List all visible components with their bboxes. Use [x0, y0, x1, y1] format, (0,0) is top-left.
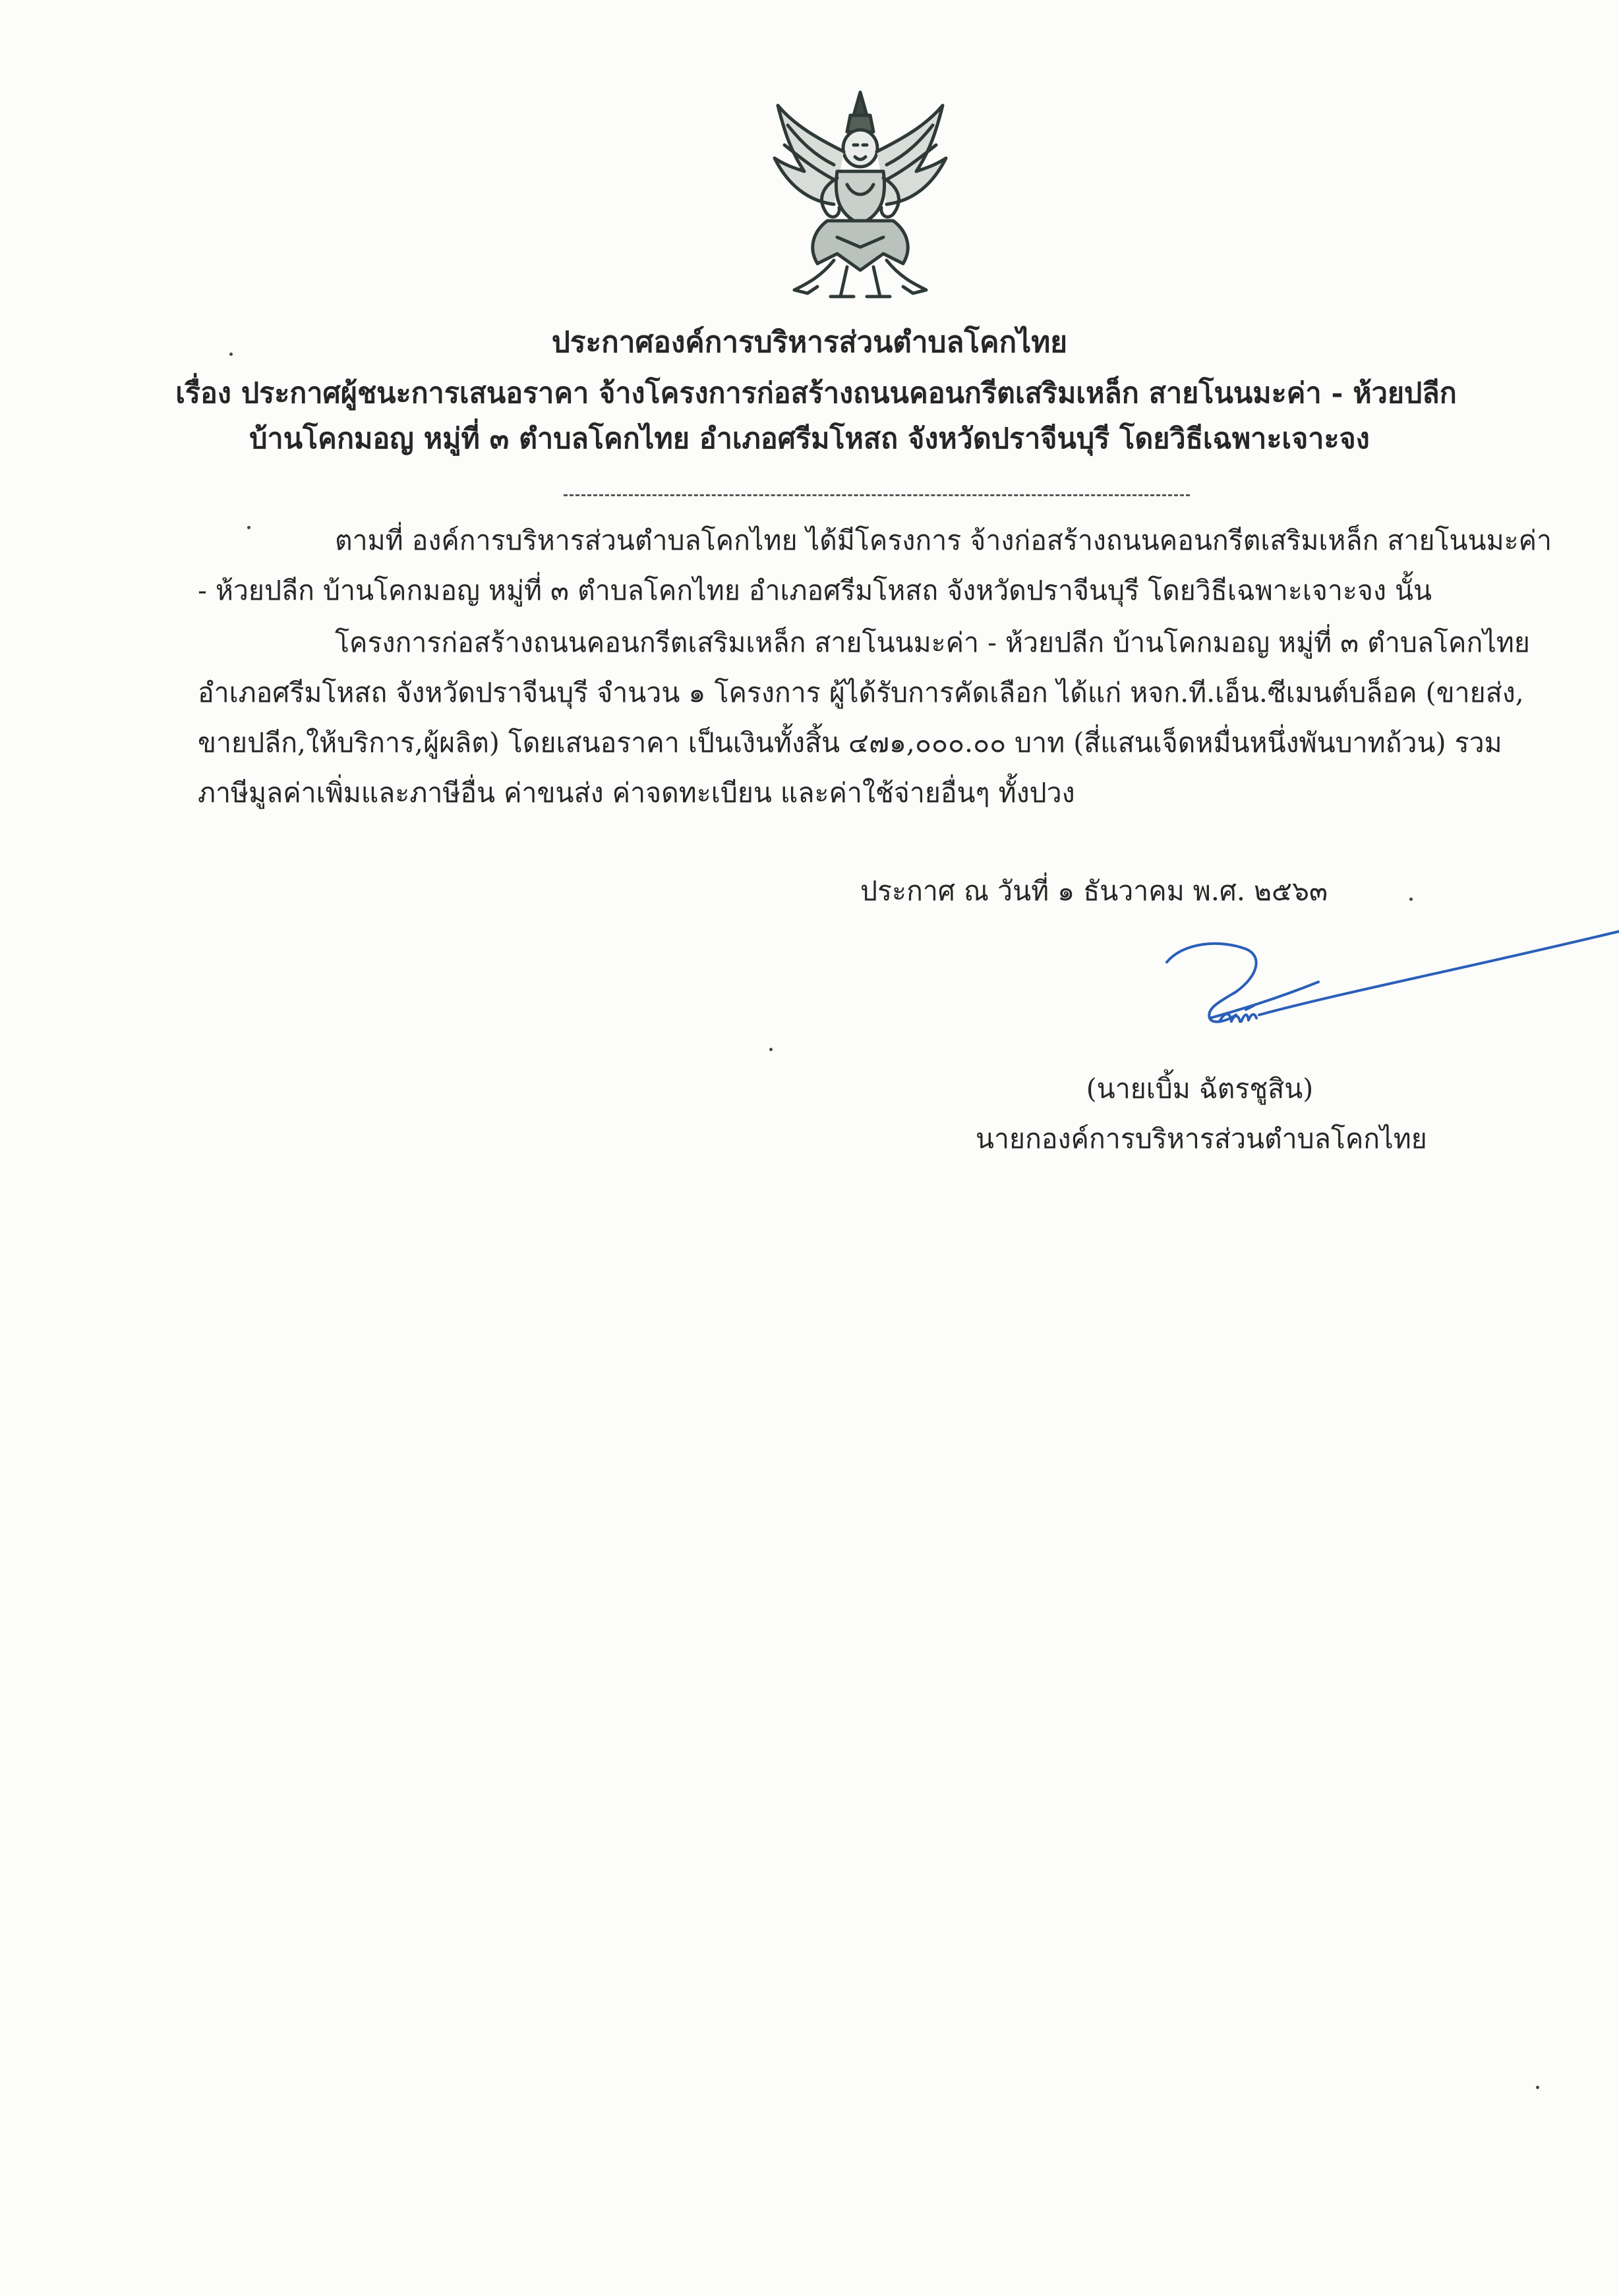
subject-line-1: เรื่อง ประกาศผู้ชนะการเสนอราคา จ้างโครงการก่อสร้างถนนคอนกรีตเสริมเหล็ก สายโนนมะค่า - ห้วยปลีก: [175, 377, 1457, 410]
paragraph-2-line-4: ภาษีมูลค่าเพิ่มและภาษีอื่น ค่าขนส่ง ค่าจดทะเบียน และค่าใช้จ่ายอื่นๆ ทั้งปวง: [198, 777, 1075, 809]
signer-name: (นายเบิ้ม ฉัตรชูสิน): [1086, 1073, 1314, 1105]
subject-line-2: บ้านโคกมอญ หมู่ที่ ๓ ตำบลโคกไทย อำเภอศรีมโหสถ จังหวัดปราจีนบุรี โดยวิธีเฉพาะเจาะจง: [249, 422, 1370, 455]
scan-speck: [769, 1048, 773, 1051]
announcement-date: ประกาศ ณ วันที่ ๑ ธันวาคม พ.ศ. ๒๕๖๓: [860, 875, 1328, 907]
scan-speck: [229, 353, 233, 356]
scan-speck: [1409, 898, 1413, 901]
handwritten-signature: [1147, 923, 1619, 1041]
signer-position: นายกองค์การบริหารส่วนตำบลโคกไทย: [976, 1123, 1427, 1155]
paragraph-2-line-2: อำเภอศรีมโหสถ จังหวัดปราจีนบุรี จำนวน ๑ โครงการ ผู้ได้รับการคัดเลือก ได้แก่ หจก.ที.เอ็น.ซีเมนต์บล็อค (ขายส่ง,: [198, 677, 1524, 708]
paragraph-2-line-1: โครงการก่อสร้างถนนคอนกรีตเสริมเหล็ก สายโนนมะค่า - ห้วยปลีก บ้านโคกมอญ หมู่ที่ ๓ ตำบลโคกไทย: [335, 627, 1530, 658]
scan-speck: [247, 526, 250, 529]
garuda-emblem-icon: [755, 79, 966, 316]
announcement-title: ประกาศองค์การบริหารส่วนตำบลโคกไทย: [551, 326, 1068, 359]
separator-line: [564, 494, 1190, 496]
paragraph-1-line-2: - ห้วยปลีก บ้านโคกมอญ หมู่ที่ ๓ ตำบลโคกไทย อำเภอศรีมโหสถ จังหวัดปราจีนบุรี โดยวิธีเฉพาะเจาะจง นั้น: [198, 575, 1432, 606]
scan-speck: [1536, 2086, 1539, 2089]
paragraph-2-line-3: ขายปลีก,ให้บริการ,ผู้ผลิต) โดยเสนอราคา เป็นเงินทั้งสิ้น ๔๗๑,๐๐๐.๐๐ บาท (สี่แสนเจ็ดหมื่นหนึ่งพันบาทถ้วน) รวม: [198, 727, 1502, 759]
paragraph-1-line-1: ตามที่ องค์การบริหารส่วนตำบลโคกไทย ได้มีโครงการ จ้างก่อสร้างถนนคอนกรีตเสริมเหล็ก สายโนนมะค่า: [335, 525, 1552, 556]
